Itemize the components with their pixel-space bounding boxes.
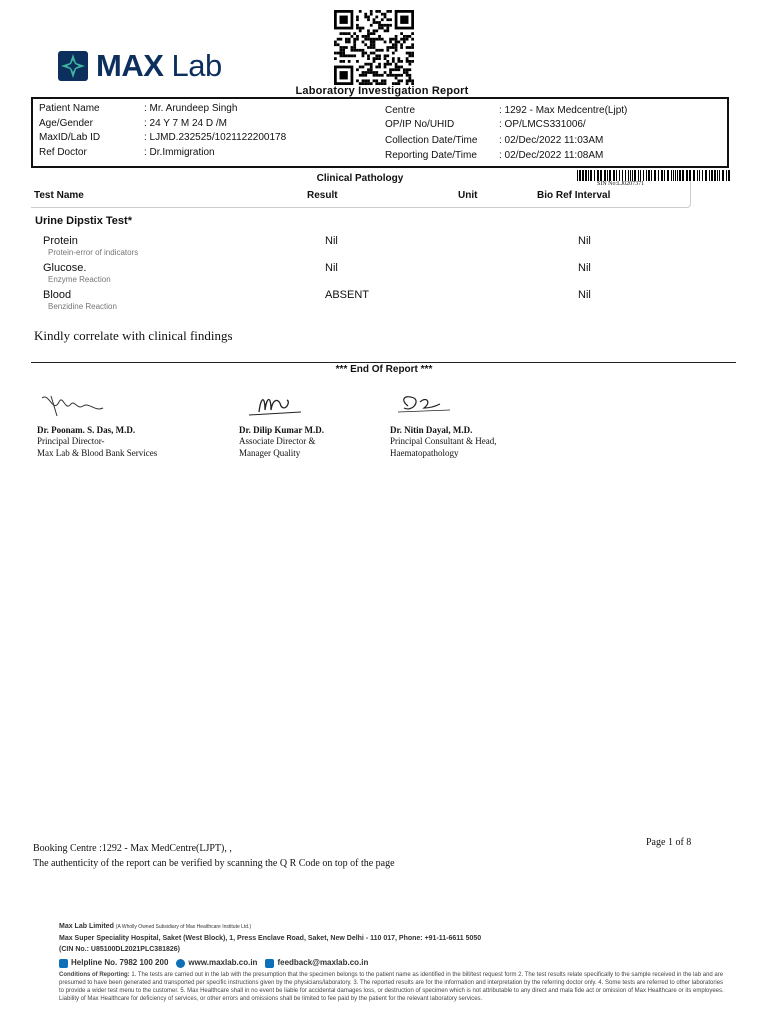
patient-info-box	[31, 97, 729, 168]
authenticity-note: The authenticity of the report can be verified by scanning the Q R Code on top of the page	[33, 858, 395, 869]
ref-doctor-label: Ref Doctor	[39, 147, 87, 158]
column-unit: Unit	[458, 190, 478, 201]
mail-icon	[265, 959, 274, 968]
conditions-text: 1. The tests are carried out in the lab with the presumption that the specimen belongs to the patient name as identified in the bill/test request form 2. The test results relate specifically to the sample received in the lab and are presumed to have been generated and transported per specific instructions given by the physicians/laboratory. 3. The reported results are for the information and interpretation by the referring doctor only. 4. Some tests are referred to other laboratories to provide a wider test menu to the customer. 5. Max Healthcare shall in no event be liable for accidental damages loss, or destruction of specimen which is not attributable to any direct and mala fide act or omission of Max Healthcare or its employees. Liability of Max Healthcare for deficiency of services, or other errors and omissions shall be limited to fee paid by the patient for the relevant laboratory services.	[59, 972, 724, 1002]
globe-icon	[176, 959, 185, 968]
signatory-name: Dr. Poonam. S. Das, M.D.	[37, 425, 136, 435]
signatory-name: Dr. Nitin Dayal, M.D.	[390, 425, 473, 435]
barcode-icon	[577, 170, 730, 181]
age-gender-value: : 24 Y 7 M 24 D /M	[144, 118, 228, 129]
signature-icon	[239, 390, 309, 420]
test-row-method: Benzidine Reaction	[48, 302, 117, 311]
department-title: Clinical Pathology	[316, 173, 404, 184]
collection-date-label: Collection Date/Time	[385, 135, 478, 146]
footer-email[interactable]: feedback@maxlab.co.in	[277, 958, 369, 967]
qr-code-icon	[334, 10, 414, 85]
test-row-method: Protein-error of indicators	[48, 248, 139, 257]
centre-label: Centre	[385, 105, 416, 116]
divider	[31, 362, 736, 363]
signature-icon	[37, 390, 107, 420]
conditions-title: Conditions of Reporting:	[59, 972, 130, 978]
signatory-title: Principal Director-	[37, 436, 105, 446]
sin-number: SIN No:LJ0207371	[597, 181, 645, 187]
footer-website[interactable]: www.maxlab.co.in	[188, 958, 258, 967]
centre-value: : 1292 - Max Medcentre(Ljpt)	[499, 105, 628, 116]
signatory-title: Associate Director &	[239, 436, 316, 446]
footer	[59, 921, 729, 1003]
max-lab-logo	[58, 50, 222, 81]
column-bio-ref: Bio Ref Interval	[537, 190, 611, 201]
signatory-title: Manager Quality	[239, 448, 301, 458]
patient-name-label: Patient Name	[39, 103, 100, 114]
footer-address: Max Super Speciality Hospital, Saket (West Block), 1, Press Enclave Road, Saket, New Delhi - 110 017, Phone: +91-11-6611 5050	[59, 935, 482, 942]
patient-name-value: : Mr. Arundeep Singh	[144, 103, 238, 114]
signature-icon	[390, 390, 460, 420]
age-gender-label: Age/Gender	[39, 118, 93, 129]
test-row-result: Nil	[325, 235, 338, 247]
reporting-date-value: : 02/Dec/2022 11:08AM	[499, 150, 604, 161]
booking-centre: Booking Centre :1292 - Max MedCentre(LJPT), ,	[33, 843, 232, 854]
signatory-title: Principal Consultant & Head,	[390, 436, 497, 446]
test-row-name: Protein	[43, 235, 78, 247]
column-result: Result	[307, 190, 338, 201]
column-test-name: Test Name	[34, 190, 84, 201]
test-row-name: Blood	[43, 289, 72, 301]
test-row-bio-ref: Nil	[578, 235, 591, 247]
page-number: Page 1 of 8	[646, 837, 692, 848]
collection-date-value: : 02/Dec/2022 11:03AM	[499, 135, 604, 146]
test-row-bio-ref: Nil	[578, 289, 591, 301]
signatory-2	[239, 390, 324, 459]
test-row-name: Glucose.	[43, 262, 87, 274]
signatory-title: Max Lab & Blood Bank Services	[37, 448, 158, 458]
test-group-title: Urine Dipstix Test*	[35, 215, 132, 227]
signatory-title: Haematopathology	[390, 448, 459, 458]
uhid-label: OP/IP No/UHID	[385, 119, 455, 130]
test-row-result: ABSENT	[325, 289, 370, 301]
footer-company-sub: (A Wholly Owned Subsidiary of Max Healthcare Institute Ltd.)	[115, 924, 252, 930]
footer-helpline: Helpline No. 7982 100 200	[71, 958, 169, 967]
report-title: Laboratory Investigation Report	[295, 85, 469, 97]
test-row-result: Nil	[325, 262, 338, 274]
logo-name-light: Lab	[171, 48, 222, 83]
test-row-bio-ref: Nil	[578, 262, 591, 274]
end-of-report: *** End Of Report ***	[335, 364, 433, 375]
uhid-value: : OP/LMCS331006/	[499, 119, 586, 130]
signatory-3	[390, 390, 496, 459]
test-row-method: Enzyme Reaction	[48, 275, 111, 284]
logo-name-bold: MAX	[96, 48, 164, 83]
lab-id-label: MaxID/Lab ID	[39, 132, 101, 143]
footer-cin: (CIN No.: U85100DL2021PLC381826)	[59, 946, 180, 953]
max-star-logo-icon	[58, 51, 88, 81]
phone-icon	[59, 959, 68, 968]
clinical-note: Kindly correlate with clinical findings	[34, 328, 233, 343]
reporting-date-label: Reporting Date/Time	[385, 150, 477, 161]
footer-company: Max Lab Limited	[59, 923, 114, 930]
ref-doctor-value: : Dr.Immigration	[144, 147, 215, 158]
signatory-name: Dr. Dilip Kumar M.D.	[239, 425, 325, 435]
signatory-1	[37, 390, 157, 459]
lab-id-value: : LJMD.232525/1021122200178	[144, 132, 287, 143]
